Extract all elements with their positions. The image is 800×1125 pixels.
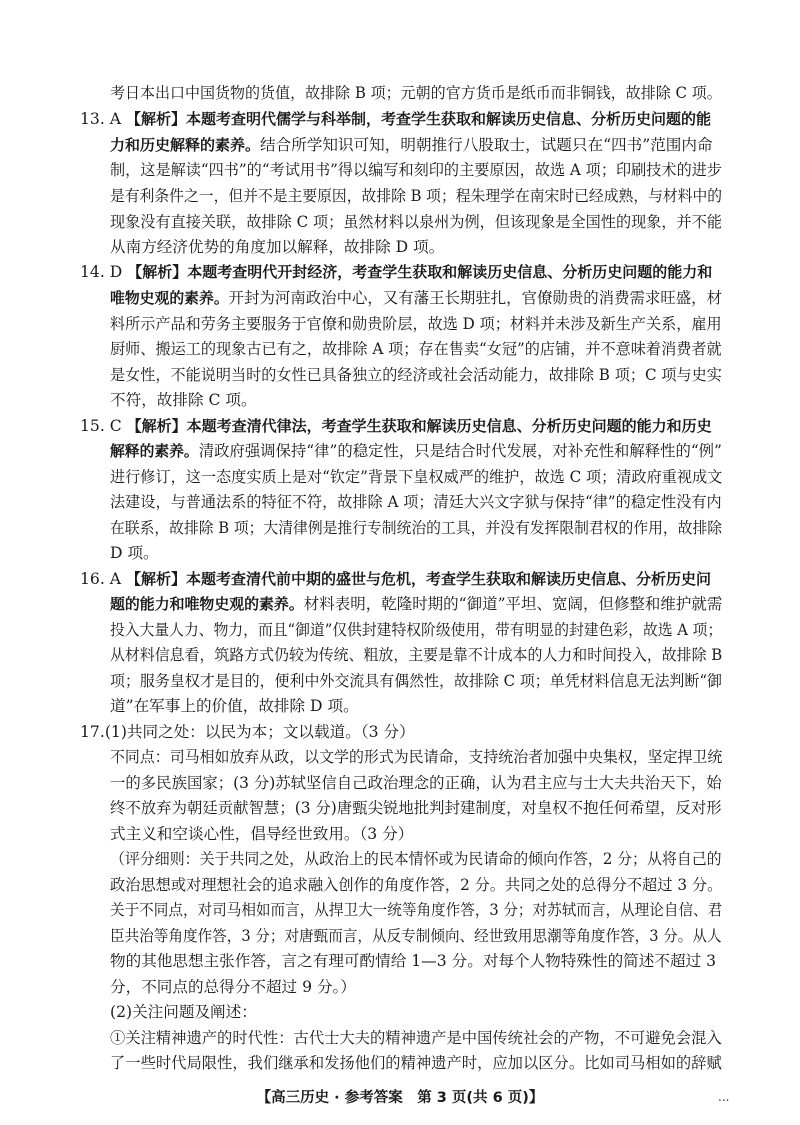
analysis-heading: 【解析】本题考查清代前中期的盛世与危机，考查学生获取和解读历史信息、分析历史问 [126, 570, 712, 588]
text-line-10: 料所示产品和劳务主要服务于官僚和勋贵阶层，故选 D 项；材料并未涉及新生产关系，雇用 [110, 315, 722, 333]
text-line-7: 从南方经济优势的角度加以解释，故排除 D 项。 [110, 238, 445, 256]
text-line-23: 从材料信息看，筑路方式仍较为传统、粗放，主要是靠不计成本的人力和时间投入，故排除 B [110, 646, 723, 664]
text-line-29: 终不放弃为朝廷贡献智慧；(3 分)唐甄尖锐地批判封建制度，对皇权不抱任何希望，反对形 [110, 799, 722, 817]
text-line-37: (2)关注问题及阐述： [110, 1003, 257, 1021]
text-line-25: 道”在军事上的价值，故排除 D 项。 [110, 697, 359, 715]
analysis-heading: 【解析】本题考查明代儒学与科举制，考查学生获取和解读历史信息、分析历史问题的能 [126, 110, 712, 128]
text-line-6: 现象没有直接关联，故排除 C 项；虽然材料以泉州为例，但该现象是全国性的现象，并不能 [110, 213, 722, 231]
text-line-4: 制，这是解读“四书”的“考试用书”得以编写和刻印的主要原因，故选 A 项；印刷技术的进步 [110, 161, 723, 179]
analysis-heading: 【解析】本题考查清代律法，考查学生获取和解读历史信息、分析历史问题的能力和历史 [126, 417, 712, 435]
q17-line: 17.(1)共同之处：以民为本；文以载道。（3 分） [80, 723, 415, 741]
q14-header-line [80, 262, 712, 282]
text-line-39: 了一些时代局限性，我们继承和发扬他们的精神遗产时，应加以区分。比如司马相如的辞赋 [110, 1054, 722, 1072]
text-line-33: 关于不同点，对司马相如而言，从捍卫大一统等角度作答，3 分；对苏轼而言，从理论自信、君 [110, 901, 723, 919]
text-line-5: 是有利条件之一，但并不是主要原因，故排除 B 项；程朱理学在南宋时已经成熟，与材料中的 [110, 187, 723, 205]
question-number-13: 13. A [80, 110, 122, 128]
text-line-3: 力和历史解释的素养。结合所学知识可知，明朝推行八股取士，试题只在“四书”范围内命 [110, 136, 713, 154]
text-line-22: 投入大量人力、物力，而且“御道”仅供封建特权阶级使用，带有明显的封建色彩，故选 A 项； [110, 621, 723, 639]
text-line-38: ①关注精神遗产的时代性：古代士大夫的精神遗产是中国传统社会的产物，不可避免会混入 [110, 1029, 722, 1047]
text-line-34: 臣共治等角度作答，3 分；对唐甄而言，从反专制倾向、经世致用思潮等角度作答，3 分。从人 [110, 927, 722, 945]
text-line-36: 分，不同点的总得分不超过 9 分。） [110, 978, 356, 996]
q15-header-line [80, 416, 712, 436]
text-line-31: （评分细则：关于共同之处，从政治上的民本情怀或为民请命的倾向作答，2 分；从将自己的 [110, 850, 722, 868]
text-line-13: 不符，故排除 C 项。 [110, 391, 257, 409]
text-line-9: 唯物史观的素养。开封为河南政治中心，又有藩王长期驻扎，官僚勋贵的消费需求旺盛，材 [110, 289, 723, 307]
text-line-24: 项；服务皇权才是目的，便利中外交流具有偶然性，故排除 C 项；单凭材料信息无法判断“御 [110, 672, 722, 690]
text-line-30: 式主义和空谈心性，倡导经世致用。（3 分） [110, 825, 414, 843]
text-line-19: D 项。 [110, 544, 159, 562]
text-line-18: 在联系，故排除 B 项；大清律例是推行专制统治的工具，并没有发挥限制君权的作用，故排除 [110, 519, 723, 537]
question-number-15: 15. C [80, 417, 122, 435]
text-line-11: 厨师、搬运工的现象古已有之，故排除 A 项；存在售卖“女冠”的店铺，并不意味着消费者就 [110, 340, 722, 358]
q13-header-line [80, 109, 711, 129]
text-line-21: 题的能力和唯物史观的素养。材料表明，乾隆时期的“御道”平坦、宽阔，但修整和维护就需 [110, 595, 723, 613]
text-line-15: 解释的素养。清政府强调保持“律”的稳定性，只是结合时代发展，对补充性和解释性的“例” [110, 442, 722, 460]
text-line-35: 物的其他思想主张作答，言之有理可酌情给 1—3 分。对每个人物特殊性的简述不超过 3 [110, 952, 717, 970]
corner-mark: ... [718, 1090, 730, 1104]
text-line-16: 进行修订，这一态度实质上是对“钦定”背景下皇权威严的维护，故选 C 项；清政府重视成文 [110, 468, 723, 486]
analysis-heading: 【解析】本题考查明代开封经济，考查学生获取和解读历史信息、分析历史问题的能力和 [127, 263, 713, 281]
text-line-12: 是女性，不能说明当时的女性已具备独立的经济或社会活动能力，故排除 B 项；C 项与史实 [110, 366, 722, 384]
text-line-32: 政治思想或对理想社会的追求融入创作的角度作答，2 分。共同之处的总得分不超过 3 分。 [110, 876, 723, 894]
text-line-27: 不同点：司马相如放弃从政，以文学的形式为民请命，支持统治者加强中央集权，坚定捍卫统 [110, 748, 723, 766]
text-line-17: 法建设，与普通法系的特征不符，故排除 A 项；清廷大兴文字狱与保持“律”的稳定性没有内 [110, 493, 722, 511]
q16-header-line [80, 569, 711, 589]
page-footer: 【高三历史 · 参考答案 第 3 页(共 6 页)】 [256, 1090, 544, 1106]
question-number-14: 14. D [80, 263, 123, 281]
question-number-16: 16. A [80, 570, 122, 588]
text-line-1: 考日本出口中国货物的货值，故排除 B 项；元朝的官方货币是纸币而非铜钱，故排除 C 项。 [110, 84, 722, 102]
question-number-17: 17. [80, 723, 105, 741]
text-line-28: 一的多民族国家；(3 分)苏轼坚信自己政治理念的正确，认为君主应与士大夫共治天下，始 [110, 774, 722, 792]
